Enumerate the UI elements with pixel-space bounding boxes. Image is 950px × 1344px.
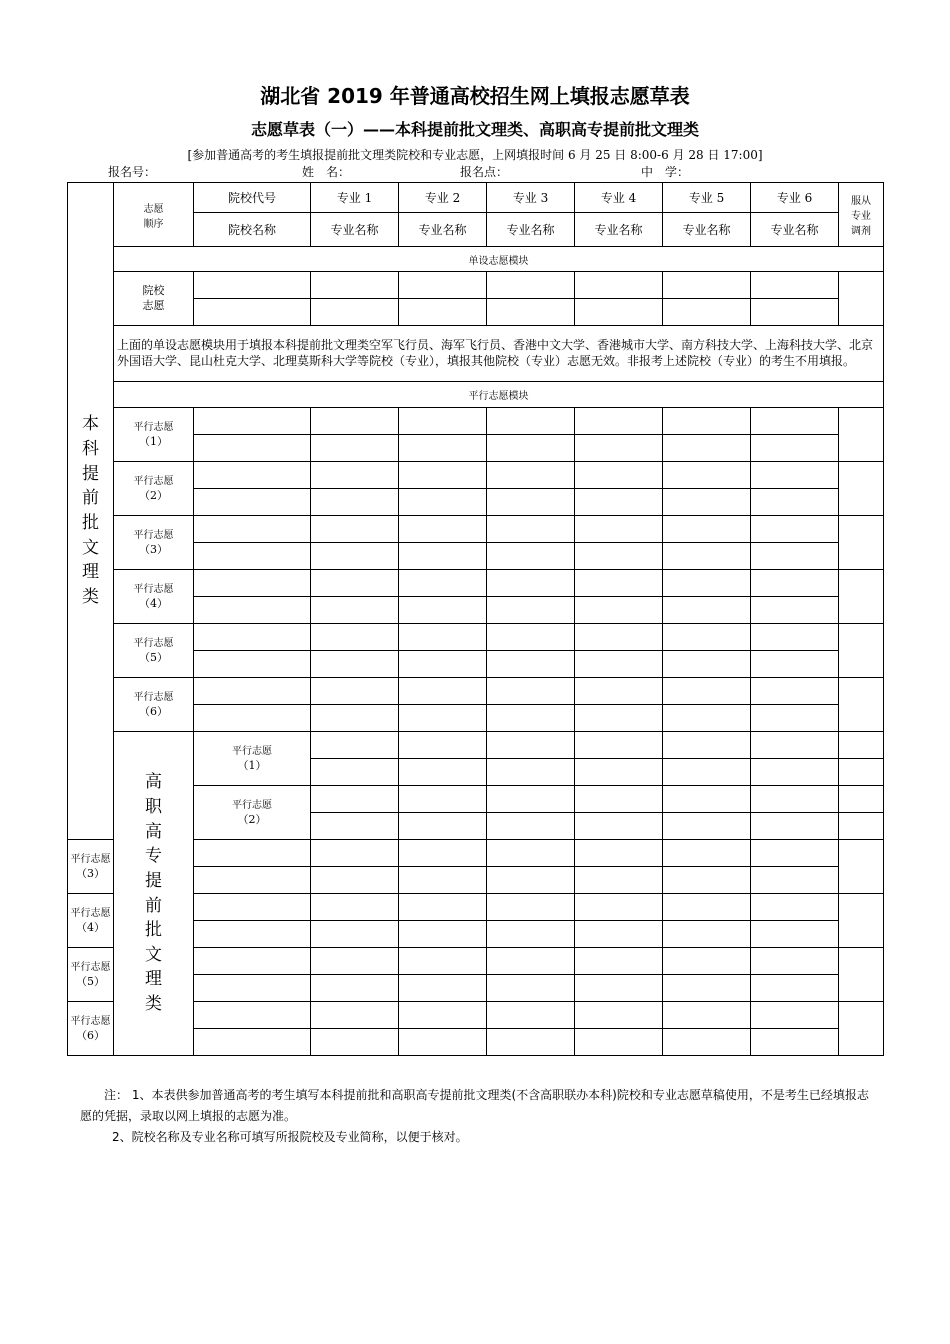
entry-cell[interactable] xyxy=(487,732,575,759)
entry-cell[interactable] xyxy=(575,732,663,759)
column-header-bottom: 院校名称 xyxy=(194,213,311,247)
section-vocational-label: 高 职 高 专 提 前 批 文 理 类 xyxy=(114,732,194,1056)
entry-cell[interactable] xyxy=(663,813,751,840)
entry-cell[interactable] xyxy=(311,543,399,570)
entry-cell[interactable] xyxy=(399,948,487,975)
column-header-top: 院校代号 xyxy=(194,183,311,213)
entry-cell[interactable] xyxy=(751,462,839,489)
entry-cell[interactable] xyxy=(194,678,311,705)
parallel-choice-label: 平行志愿 （6） xyxy=(114,678,194,732)
entry-cell[interactable] xyxy=(194,867,311,894)
parallel-choice-label: 平行志愿 （5） xyxy=(68,948,114,1002)
entry-cell[interactable] xyxy=(575,570,663,597)
entry-cell[interactable] xyxy=(751,813,839,840)
entry-cell[interactable] xyxy=(194,299,311,326)
entry-cell[interactable] xyxy=(839,759,884,786)
entry-cell[interactable] xyxy=(487,894,575,921)
entry-cell[interactable] xyxy=(575,624,663,651)
entry-cell[interactable] xyxy=(751,543,839,570)
entry-cell[interactable] xyxy=(311,1002,399,1029)
footer-note-2: 2、院校名称及专业名称可填写所报院校及专业简称，以便于核对。 xyxy=(112,1130,468,1144)
section-undergrad-label: 本 科 提 前 批 文 理 类 xyxy=(68,183,114,840)
entry-cell[interactable] xyxy=(311,921,399,948)
entry-cell[interactable] xyxy=(663,840,751,867)
entry-cell[interactable] xyxy=(487,435,575,462)
order-header: 志愿 顺序 xyxy=(114,183,194,247)
entry-cell[interactable] xyxy=(194,948,311,975)
column-header-bottom: 专业名称 xyxy=(487,213,575,247)
entry-cell[interactable] xyxy=(575,299,663,326)
entry-cell[interactable] xyxy=(663,543,751,570)
column-header-bottom: 专业名称 xyxy=(751,213,839,247)
entry-cell[interactable] xyxy=(399,408,487,435)
parallel-module-header: 平行志愿模块 xyxy=(114,382,884,408)
entry-cell[interactable] xyxy=(487,624,575,651)
entry-cell[interactable] xyxy=(311,705,399,732)
entry-cell[interactable] xyxy=(751,408,839,435)
obey-adjust-cell[interactable] xyxy=(839,894,884,948)
entry-cell[interactable] xyxy=(751,1002,839,1029)
entry-cell[interactable] xyxy=(399,516,487,543)
entry-cell[interactable] xyxy=(311,516,399,543)
entry-cell[interactable] xyxy=(311,732,399,759)
entry-cell[interactable] xyxy=(575,543,663,570)
obey-adjust-cell[interactable] xyxy=(839,1002,884,1056)
entry-cell[interactable] xyxy=(399,813,487,840)
entry-cell[interactable] xyxy=(487,840,575,867)
entry-cell[interactable] xyxy=(194,975,311,1002)
parallel-choice-label: 平行志愿 （6） xyxy=(68,1002,114,1056)
parallel-choice-label: 平行志愿 （4） xyxy=(114,570,194,624)
entry-cell[interactable] xyxy=(399,462,487,489)
entry-cell[interactable] xyxy=(311,651,399,678)
entry-cell[interactable] xyxy=(487,705,575,732)
entry-cell[interactable] xyxy=(575,272,663,299)
entry-cell[interactable] xyxy=(751,678,839,705)
column-header-top: 专业 2 xyxy=(399,183,487,213)
entry-cell[interactable] xyxy=(311,624,399,651)
column-header-top: 专业 5 xyxy=(663,183,751,213)
entry-cell[interactable] xyxy=(575,408,663,435)
entry-cell[interactable] xyxy=(194,570,311,597)
entry-cell[interactable] xyxy=(194,597,311,624)
entry-cell[interactable] xyxy=(194,1002,311,1029)
entry-cell[interactable] xyxy=(663,624,751,651)
entry-cell[interactable] xyxy=(575,678,663,705)
entry-cell[interactable] xyxy=(194,894,311,921)
site-field[interactable]: 报名点： xyxy=(460,165,509,179)
parallel-choice-label: 平行志愿 （1） xyxy=(194,732,311,786)
entry-cell[interactable] xyxy=(311,570,399,597)
entry-cell[interactable] xyxy=(575,1029,663,1056)
obey-adjust-cell[interactable] xyxy=(839,516,884,570)
entry-cell[interactable] xyxy=(311,975,399,1002)
column-header-bottom: 专业名称 xyxy=(663,213,751,247)
entry-cell[interactable] xyxy=(751,435,839,462)
entry-cell[interactable] xyxy=(751,732,839,759)
entry-cell[interactable] xyxy=(575,786,663,813)
entry-cell[interactable] xyxy=(194,921,311,948)
entry-cell[interactable] xyxy=(663,786,751,813)
entry-cell[interactable] xyxy=(575,489,663,516)
entry-cell[interactable] xyxy=(751,705,839,732)
entry-cell[interactable] xyxy=(663,272,751,299)
entry-cell[interactable] xyxy=(399,543,487,570)
entry-cell[interactable] xyxy=(751,299,839,326)
entry-cell[interactable] xyxy=(575,516,663,543)
entry-cell[interactable] xyxy=(839,813,884,840)
entry-cell[interactable] xyxy=(575,921,663,948)
obey-adjust-cell[interactable] xyxy=(839,678,884,732)
entry-cell[interactable] xyxy=(663,489,751,516)
column-header-top: 专业 1 xyxy=(311,183,399,213)
single-module-header: 单设志愿模块 xyxy=(114,247,884,272)
entry-cell[interactable] xyxy=(487,272,575,299)
footer-notes xyxy=(80,1085,880,1148)
filing-time-notice: [参加普通高考的考生填报提前批文理类院校和专业志愿，上网填报时间 6 月 25 日 8:00-6 月 28 日 17:00] xyxy=(187,148,763,162)
obey-adjust-header: 服从 专业 调剂 xyxy=(839,183,884,247)
entry-cell[interactable] xyxy=(487,299,575,326)
entry-cell[interactable] xyxy=(575,1002,663,1029)
entry-cell[interactable] xyxy=(194,516,311,543)
page-subtitle: 志愿草表（一）——本科提前批文理类、高职高专提前批文理类 xyxy=(250,120,699,139)
entry-cell[interactable] xyxy=(487,1002,575,1029)
entry-cell[interactable] xyxy=(751,921,839,948)
entry-cell[interactable] xyxy=(487,759,575,786)
school-field[interactable]: 中 学： xyxy=(641,165,690,179)
entry-cell[interactable] xyxy=(751,516,839,543)
entry-cell[interactable] xyxy=(663,975,751,1002)
entry-cell[interactable] xyxy=(311,894,399,921)
entry-cell[interactable] xyxy=(663,1029,751,1056)
entry-cell[interactable] xyxy=(311,435,399,462)
entry-cell[interactable] xyxy=(399,921,487,948)
entry-cell[interactable] xyxy=(399,732,487,759)
entry-cell[interactable] xyxy=(487,975,575,1002)
entry-cell[interactable] xyxy=(487,651,575,678)
column-header-bottom: 专业名称 xyxy=(399,213,487,247)
entry-cell[interactable] xyxy=(575,840,663,867)
entry-cell[interactable] xyxy=(663,570,751,597)
column-header-top: 专业 4 xyxy=(575,183,663,213)
obey-adjust-cell[interactable] xyxy=(839,840,884,894)
college-choice-label: 院校 志愿 xyxy=(114,272,194,326)
entry-cell[interactable] xyxy=(663,921,751,948)
entry-cell[interactable] xyxy=(399,678,487,705)
entry-cell[interactable] xyxy=(575,651,663,678)
entry-cell[interactable] xyxy=(663,597,751,624)
entry-cell[interactable] xyxy=(194,435,311,462)
obey-adjust-cell[interactable] xyxy=(839,272,884,326)
entry-cell[interactable] xyxy=(194,543,311,570)
entry-cell[interactable] xyxy=(575,462,663,489)
entry-cell[interactable] xyxy=(487,597,575,624)
entry-cell[interactable] xyxy=(194,840,311,867)
entry-cell[interactable] xyxy=(311,299,399,326)
obey-adjust-cell[interactable] xyxy=(839,948,884,1002)
entry-cell[interactable] xyxy=(663,759,751,786)
parallel-choice-label: 平行志愿 （2） xyxy=(114,462,194,516)
entry-cell[interactable] xyxy=(311,489,399,516)
entry-cell[interactable] xyxy=(194,1029,311,1056)
obey-adjust-cell[interactable] xyxy=(839,624,884,678)
entry-cell[interactable] xyxy=(194,651,311,678)
parallel-choice-label: 平行志愿 （5） xyxy=(114,624,194,678)
entry-cell[interactable] xyxy=(487,948,575,975)
entry-cell[interactable] xyxy=(194,462,311,489)
entry-cell[interactable] xyxy=(751,840,839,867)
entry-cell[interactable] xyxy=(575,813,663,840)
entry-cell[interactable] xyxy=(487,543,575,570)
entry-cell[interactable] xyxy=(311,678,399,705)
entry-cell[interactable] xyxy=(399,705,487,732)
parallel-choice-label: 平行志愿 （4） xyxy=(68,894,114,948)
entry-cell[interactable] xyxy=(751,867,839,894)
entry-cell[interactable] xyxy=(839,786,884,813)
entry-cell[interactable] xyxy=(311,759,399,786)
entry-cell[interactable] xyxy=(194,489,311,516)
entry-cell[interactable] xyxy=(311,867,399,894)
obey-adjust-cell[interactable] xyxy=(839,462,884,516)
entry-cell[interactable] xyxy=(311,1029,399,1056)
entry-cell[interactable] xyxy=(399,786,487,813)
entry-cell[interactable] xyxy=(751,272,839,299)
entry-cell[interactable] xyxy=(575,894,663,921)
parallel-choice-label: 平行志愿 （1） xyxy=(114,408,194,462)
entry-cell[interactable] xyxy=(311,272,399,299)
entry-cell[interactable] xyxy=(399,894,487,921)
entry-cell[interactable] xyxy=(399,975,487,1002)
entry-cell[interactable] xyxy=(575,759,663,786)
entry-cell[interactable] xyxy=(663,462,751,489)
entry-cell[interactable] xyxy=(663,408,751,435)
entry-cell[interactable] xyxy=(487,462,575,489)
entry-cell[interactable] xyxy=(399,1002,487,1029)
column-header-top: 专业 6 xyxy=(751,183,839,213)
footer-note-1: 注： 1、本表供参加普通高考的考生填写本科提前批和高职高专提前批文理类(不含高职联办本科)院校和专业志愿草稿使用，不是考生已经填报志愿的凭据，录取以网上填报的志愿为准。 xyxy=(80,1088,869,1123)
page-title: 湖北省 2019 年普通高校招生网上填报志愿草表 xyxy=(260,84,690,108)
entry-cell[interactable] xyxy=(663,948,751,975)
entry-cell[interactable] xyxy=(575,705,663,732)
entry-cell[interactable] xyxy=(839,732,884,759)
entry-cell[interactable] xyxy=(399,435,487,462)
entry-cell[interactable] xyxy=(663,678,751,705)
entry-cell[interactable] xyxy=(487,678,575,705)
entry-cell[interactable] xyxy=(751,759,839,786)
entry-cell[interactable] xyxy=(194,705,311,732)
entry-cell[interactable] xyxy=(751,894,839,921)
name-field[interactable]: 姓 名： xyxy=(302,165,351,179)
obey-adjust-cell[interactable] xyxy=(839,408,884,462)
entry-cell[interactable] xyxy=(311,408,399,435)
entry-cell[interactable] xyxy=(399,759,487,786)
entry-cell[interactable] xyxy=(663,705,751,732)
entry-cell[interactable] xyxy=(575,975,663,1002)
entry-cell[interactable] xyxy=(751,948,839,975)
entry-cell[interactable] xyxy=(487,786,575,813)
single-module-note: 上面的单设志愿模块用于填报本科提前批文理类空军飞行员、海军飞行员、香港中文大学、香港城市大学、南方科技大学、上海科技大学、北京外国语大学、昆山杜克大学、北理莫斯科大学等院校（专业），填报其他院校（专业）志愿无效。非报考上述院校（专业）的考生不用填报。 xyxy=(114,326,884,382)
entry-cell[interactable] xyxy=(751,786,839,813)
entry-cell[interactable] xyxy=(663,651,751,678)
entry-cell[interactable] xyxy=(663,867,751,894)
entry-cell[interactable] xyxy=(399,1029,487,1056)
entry-cell[interactable] xyxy=(311,813,399,840)
entry-cell[interactable] xyxy=(663,1002,751,1029)
entry-cell[interactable] xyxy=(751,1029,839,1056)
entry-cell[interactable] xyxy=(487,813,575,840)
entry-cell[interactable] xyxy=(194,408,311,435)
entry-cell[interactable] xyxy=(399,272,487,299)
entry-cell[interactable] xyxy=(399,867,487,894)
entry-cell[interactable] xyxy=(575,867,663,894)
entry-cell[interactable] xyxy=(399,624,487,651)
entry-cell[interactable] xyxy=(663,299,751,326)
entry-cell[interactable] xyxy=(663,516,751,543)
entry-cell[interactable] xyxy=(399,840,487,867)
entry-cell[interactable] xyxy=(487,408,575,435)
entry-cell[interactable] xyxy=(751,597,839,624)
entry-cell[interactable] xyxy=(194,272,311,299)
entry-cell[interactable] xyxy=(399,489,487,516)
entry-cell[interactable] xyxy=(663,732,751,759)
entry-cell[interactable] xyxy=(399,651,487,678)
entry-cell[interactable] xyxy=(399,597,487,624)
entry-cell[interactable] xyxy=(194,624,311,651)
entry-cell[interactable] xyxy=(751,651,839,678)
entry-cell[interactable] xyxy=(575,597,663,624)
parallel-choice-label: 平行志愿 （3） xyxy=(114,516,194,570)
entry-cell[interactable] xyxy=(399,299,487,326)
entry-cell[interactable] xyxy=(487,516,575,543)
entry-cell[interactable] xyxy=(751,489,839,516)
entry-cell[interactable] xyxy=(663,894,751,921)
column-header-bottom: 专业名称 xyxy=(575,213,663,247)
application-form-table xyxy=(67,182,884,1056)
entry-cell[interactable] xyxy=(663,435,751,462)
entry-cell[interactable] xyxy=(311,597,399,624)
entry-cell[interactable] xyxy=(487,921,575,948)
parallel-choice-label: 平行志愿 （3） xyxy=(68,840,114,894)
entry-cell[interactable] xyxy=(487,489,575,516)
column-header-top: 专业 3 xyxy=(487,183,575,213)
entry-cell[interactable] xyxy=(311,462,399,489)
column-header-bottom: 专业名称 xyxy=(311,213,399,247)
parallel-choice-label: 平行志愿 （2） xyxy=(194,786,311,840)
entry-cell[interactable] xyxy=(751,570,839,597)
entry-cell[interactable] xyxy=(751,975,839,1002)
entry-cell[interactable] xyxy=(487,1029,575,1056)
entry-cell[interactable] xyxy=(311,948,399,975)
entry-cell[interactable] xyxy=(311,840,399,867)
entry-cell[interactable] xyxy=(575,435,663,462)
entry-cell[interactable] xyxy=(575,948,663,975)
obey-adjust-cell[interactable] xyxy=(839,570,884,624)
entry-cell[interactable] xyxy=(487,867,575,894)
exam-no-field[interactable]: 报名号： xyxy=(108,165,157,179)
entry-cell[interactable] xyxy=(399,570,487,597)
entry-cell[interactable] xyxy=(487,570,575,597)
entry-cell[interactable] xyxy=(751,624,839,651)
entry-cell[interactable] xyxy=(311,786,399,813)
